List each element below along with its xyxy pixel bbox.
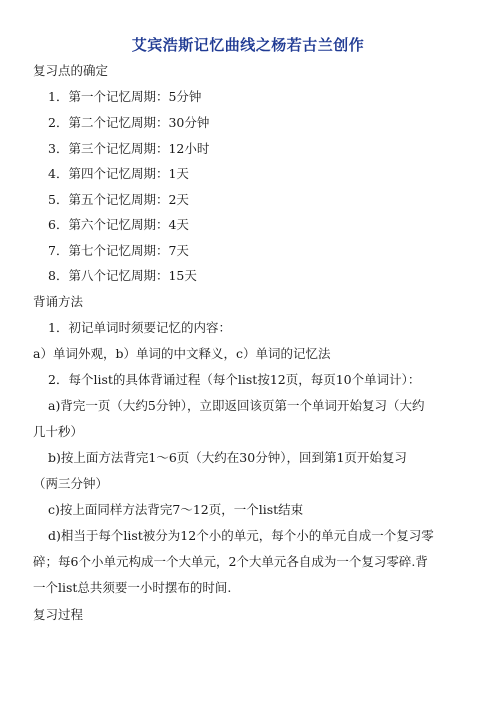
section-heading-review-process: 复习过程 — [33, 607, 84, 622]
list-item: 5．第五个记忆周期：2天 — [48, 192, 189, 207]
paragraph-continuation: 几十秒） — [33, 424, 84, 439]
list-item: 1．第一个记忆周期：5分钟 — [48, 89, 202, 104]
paragraph-continuation: 一个list总共须要一小时摆布的时间. — [33, 580, 232, 595]
list-item: 3．第三个记忆周期：12小时 — [48, 141, 210, 156]
section-heading-recitation-method: 背诵方法 — [33, 294, 84, 309]
paragraph: a)背完一页（大约5分钟），立即返回该页第一个单词开始复习（大约 — [48, 398, 425, 413]
paragraph: 1．初记单词时须要记忆的内容： — [48, 320, 231, 335]
paragraph: d)相当于每个list被分为12个小的单元，每个小的单元自成一个复习零 — [48, 528, 434, 543]
list-item: 2．第二个记忆周期：30分钟 — [48, 115, 210, 130]
list-item: 7．第七个记忆周期：7天 — [48, 243, 189, 258]
list-item: 4．第四个记忆周期：1天 — [48, 166, 189, 181]
paragraph: c)按上面同样方法背完7～12页，一个list结束 — [48, 502, 304, 517]
paragraph: 2．每个list的具体背诵过程（每个list按12页，每页10个单词计）： — [48, 372, 421, 387]
paragraph-continuation: （两三分钟） — [33, 476, 109, 491]
list-item: 8．第八个记忆周期：15天 — [48, 268, 197, 283]
paragraph-continuation: 碎；每6个小单元构成一个大单元，2个大单元各自成为一个复习零碎.背 — [33, 554, 428, 569]
section-heading-review-points: 复习点的确定 — [33, 63, 109, 78]
paragraph: b)按上面方法背完1～6页（大约在30分钟），回到第1页开始复习 — [48, 450, 407, 465]
paragraph: a）单词外观，b）单词的中文释义，c）单词的记忆法 — [33, 346, 331, 361]
document-title: 艾宾浩斯记忆曲线之杨若古兰创作 — [131, 36, 365, 54]
list-item: 6．第六个记忆周期：4天 — [48, 217, 189, 232]
